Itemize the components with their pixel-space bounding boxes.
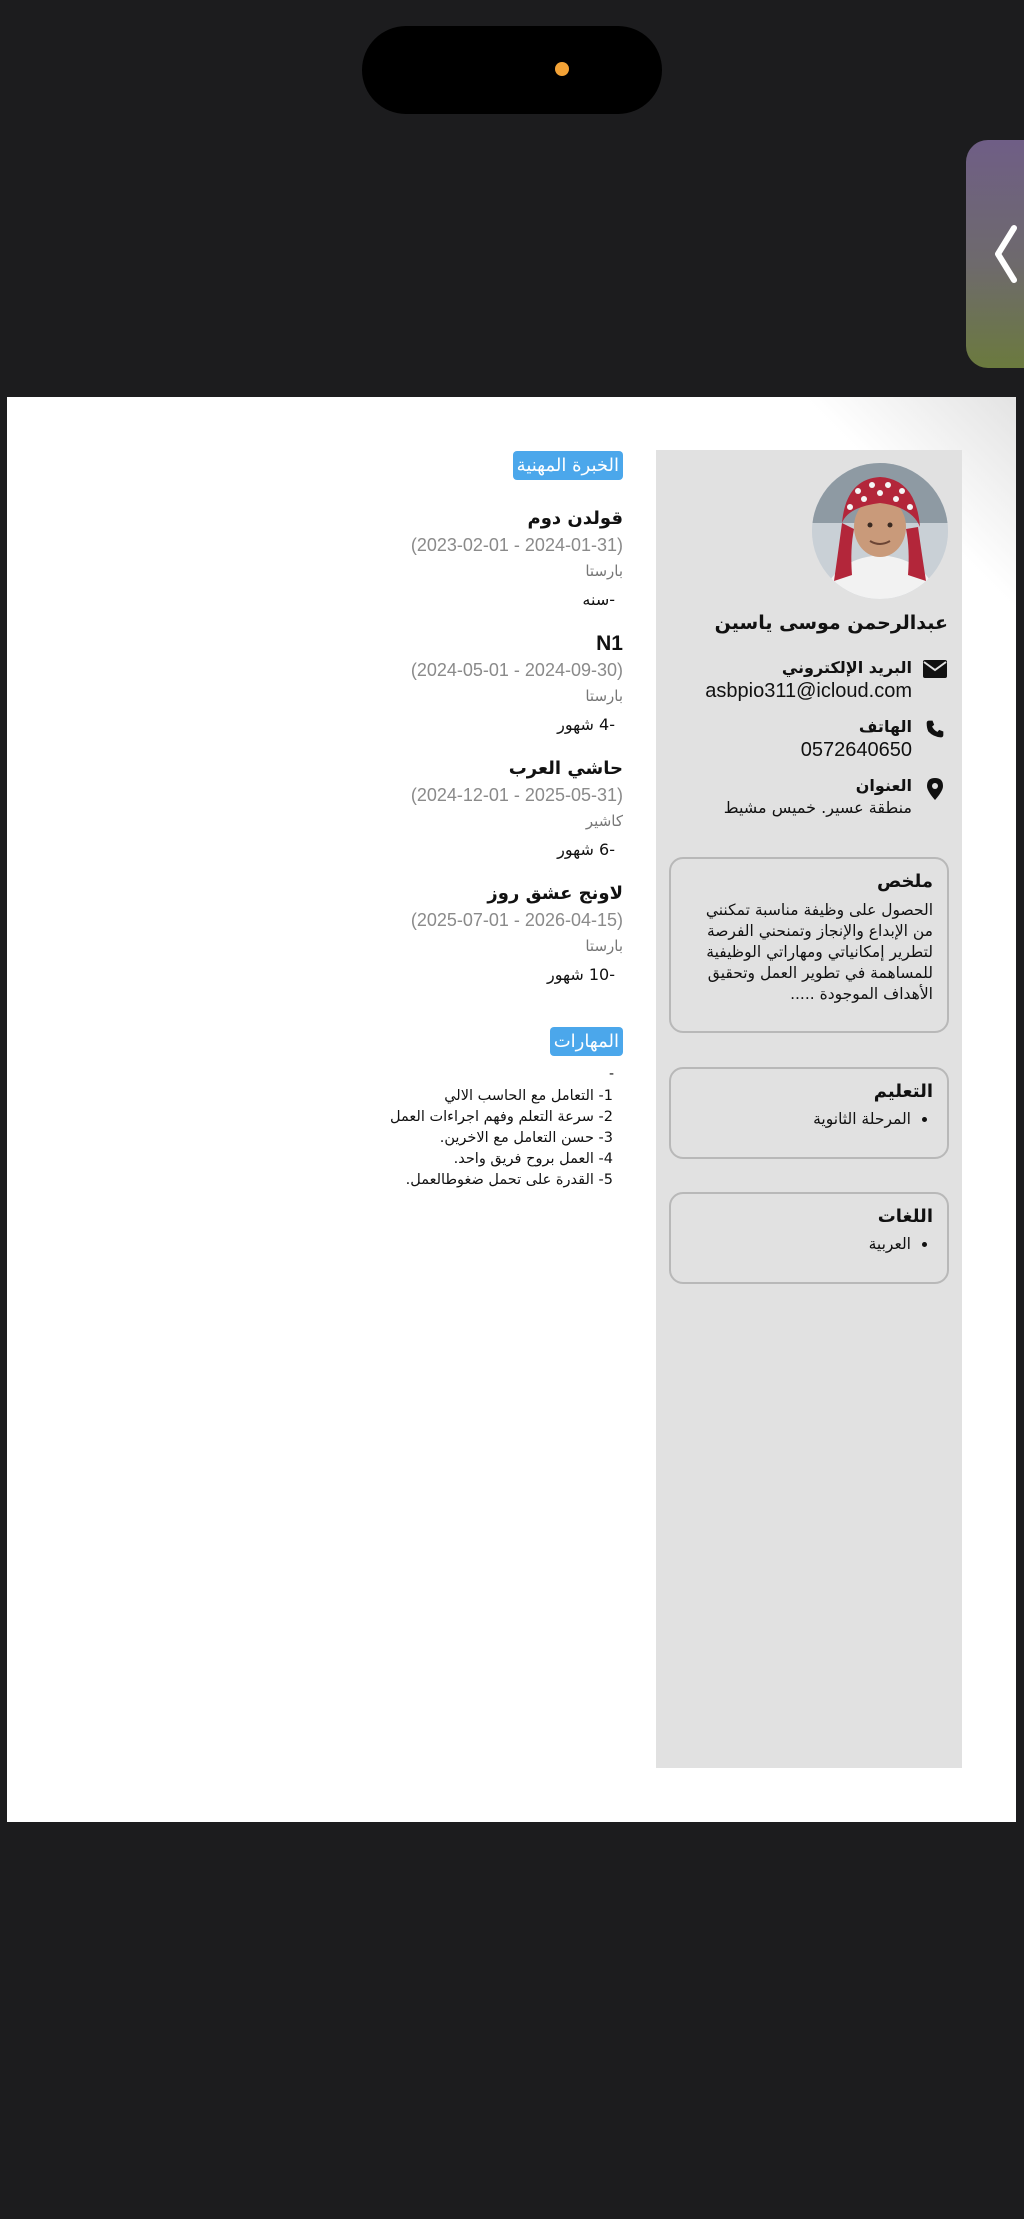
education-title: التعليم: [873, 1081, 933, 1102]
email-label: البريد الإلكتروني: [781, 658, 912, 677]
contact-address: [724, 776, 948, 817]
education-list: [685, 1110, 933, 1128]
job-role: بارستا: [585, 562, 623, 580]
skills-heading: المهارات: [550, 1027, 623, 1056]
job-duration: -سنه: [582, 590, 615, 609]
summary-title: ملخص: [876, 871, 933, 892]
language-item: • العربية: [685, 1235, 911, 1253]
education-item: • المرحلة الثانوية: [685, 1110, 911, 1128]
job-dates: (2025-07-01 - 2026-04-15): [410, 910, 623, 930]
languages-title: اللغات: [877, 1206, 933, 1227]
job-company: قولدن دوم: [527, 508, 623, 529]
experience-heading: الخبرة المهنية: [513, 451, 623, 480]
job-entry: [411, 507, 623, 609]
chevron-left-icon: [992, 222, 1020, 286]
job-entry: [411, 882, 623, 984]
person-name: عبدالرحمن موسى ياسين: [714, 612, 948, 634]
email-value: asbpio311@icloud.com: [705, 680, 912, 702]
job-role: بارستا: [585, 937, 623, 955]
job-company: N1: [596, 632, 623, 655]
skill-item: 2- سرعة التعلم وفهم اجراءات العمل: [390, 1109, 613, 1125]
skill-item: 1- التعامل مع الحاسب الالي: [444, 1088, 613, 1104]
map-pin-icon: [922, 776, 948, 800]
job-role: كاشير: [585, 812, 623, 830]
address-value: منطقة عسير. خميس مشيط: [723, 798, 912, 817]
job-duration: -6 شهور: [557, 840, 615, 859]
skill-item: 4- العمل بروح فريق واحد.: [453, 1151, 613, 1167]
envelope-icon: [922, 658, 948, 678]
job-duration: -4 شهور: [557, 715, 615, 734]
avatar: [812, 463, 948, 599]
job-dates: (2024-05-01 - 2024-09-30): [410, 660, 623, 680]
education-box: [669, 1067, 949, 1159]
contact-phone: [801, 717, 948, 762]
summary-text: الحصول على وظيفة مناسبة تمكنني من الإبداع والإنجاز وتمنحني الفرصة لتطرير إمكانياتي ومهاراتي الوظيفية للمساهمة في تطوير العمل وتحقيق الأهداف الموجودة .....: [705, 901, 933, 1003]
job-dates: (2024-12-01 - 2025-05-31): [410, 785, 623, 805]
languages-box: [669, 1192, 949, 1284]
skill-item: 5- القدرة على تحمل ضغوطالعمل.: [405, 1172, 613, 1188]
contact-email: [705, 658, 948, 703]
phone-value: 0572640650: [800, 739, 912, 761]
summary-box: [669, 857, 949, 1033]
job-company: لاونج عشق روز: [487, 883, 623, 904]
job-dates: (2023-02-01 - 2024-01-31): [410, 535, 623, 555]
languages-list: [685, 1235, 933, 1253]
job-role: بارستا: [585, 687, 623, 705]
job-company: حاشي العرب: [508, 758, 623, 779]
phone-label: الهاتف: [858, 717, 912, 736]
back-tab[interactable]: [966, 140, 1024, 368]
job-duration: -10 شهور: [547, 965, 615, 984]
job-entry: [411, 757, 623, 859]
skill-item: 3- حسن التعامل مع الاخرين.: [439, 1130, 613, 1146]
dynamic-island: [362, 26, 662, 114]
job-entry: [411, 632, 623, 734]
skills-dash: -: [608, 1066, 614, 1082]
privacy-indicator-dot: [555, 62, 569, 76]
skills-list: [390, 1086, 613, 1191]
address-label: العنوان: [855, 776, 912, 795]
phone-icon: [922, 717, 948, 739]
